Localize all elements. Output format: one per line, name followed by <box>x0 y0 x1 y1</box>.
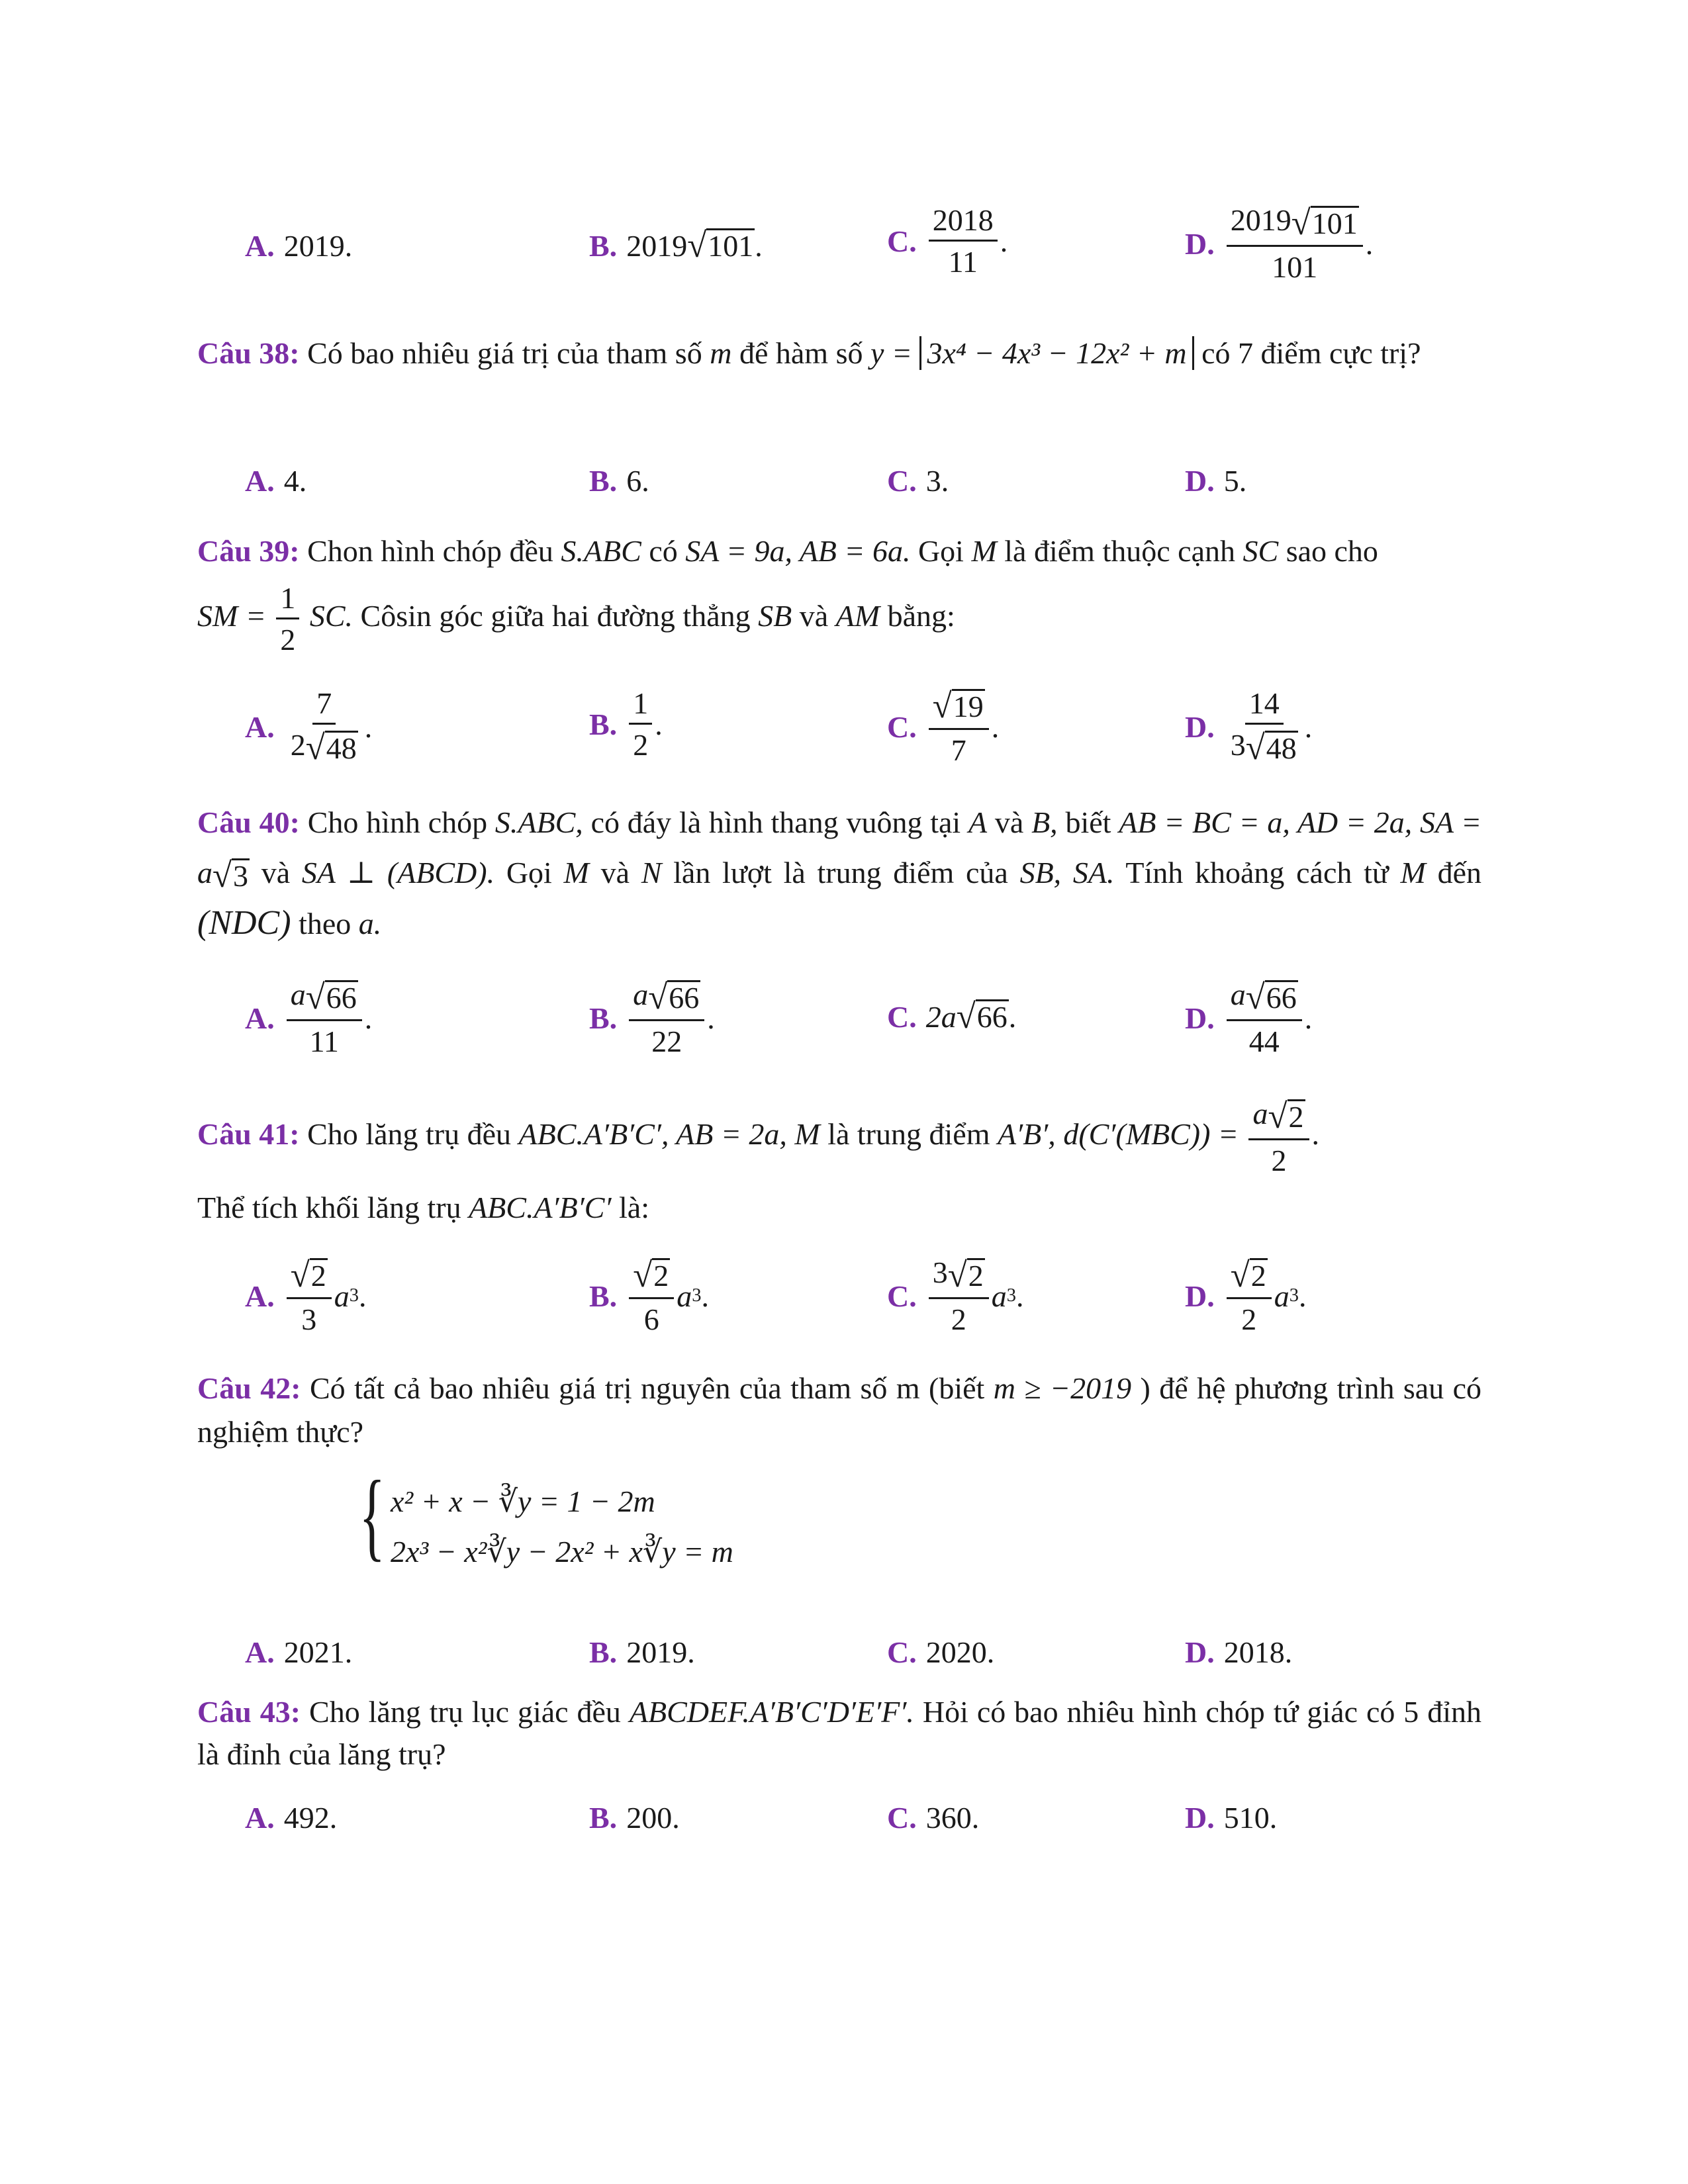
question-label: Câu 38: <box>197 336 300 370</box>
q37-option-b[interactable]: B. 2019 √ 101 . <box>589 226 763 265</box>
q43-option-b[interactable]: B. 200. <box>589 1801 680 1835</box>
q41-option-a[interactable]: A. √ 2 3 a 3 . <box>245 1255 367 1336</box>
q40-option-b[interactable]: B. a √ 66 22 . <box>589 978 715 1058</box>
question-label: Câu 39: <box>197 534 300 568</box>
q40-option-a[interactable]: A. a √ 66 11 . <box>245 978 373 1058</box>
equation-system <box>338 1461 733 1576</box>
fraction: $\frac{2018}{11}$ <box>929 205 998 277</box>
option-text: 2019 <box>626 229 688 263</box>
q38-option-c[interactable]: C. 3. <box>887 464 949 498</box>
question-40: Câu 40: Cho hình chóp S.ABC, có đáy là hình thang vuông tại A và B, biết AB = BC = a, AD = 2a, SA = a √ 3 và SA ⊥ (ABCD). Gọi M và N lần lượt là trung điểm của SB, SA. Tính khoảng cách từ M đến (NDC) theo a. <box>197 805 1482 942</box>
option-label: D. <box>1185 226 1215 261</box>
question-42: Câu 42: Có tất cả bao nhiêu giá trị nguyên của tham số m (biết m ≥ −2019 ) để hệ phương trình sau có nghiệm thực? <box>197 1371 1482 1449</box>
q40-option-c[interactable]: C. 2a √ 66 . <box>887 997 1017 1036</box>
q37-option-d[interactable]: D. 2019 √ 101 101 . <box>1185 203 1374 284</box>
fraction: 2019 √ 101 101 <box>1227 205 1363 283</box>
q38-option-b[interactable]: B. 6. <box>589 464 649 498</box>
q37-option-a[interactable] <box>245 228 352 263</box>
question-label: Câu 43: <box>197 1695 301 1729</box>
fraction: $\frac{1}{2}$ <box>276 583 299 655</box>
question-39: Câu 39: Chon hình chóp đều S.ABC có SA = 9a, AB = 6a. Gọi M là điểm thuộc cạnh SC sao cho SM = $\frac{1}{2}$ SC. Côsin góc giữa hai đường thẳng SB và AM bằng: <box>197 534 1378 657</box>
equation-1: x² + x − ∛y = 1 − 2m <box>391 1484 655 1518</box>
q40-option-d[interactable]: D. a √ 66 44 . <box>1185 978 1313 1058</box>
question-38: Câu 38: Có bao nhiêu giá trị của tham số m để hàm số y = 3x⁴ − 4x³ − 12x² + m có 7 điểm cực trị? <box>197 336 1421 370</box>
sqrt: √ 101 <box>687 226 754 265</box>
q42-option-b[interactable]: B. 2019. <box>589 1635 695 1669</box>
q39-option-c[interactable]: C. √ 19 7 . <box>887 686 1000 767</box>
option-text: 2019. <box>283 229 353 263</box>
question-label: Câu 41: <box>197 1117 300 1151</box>
q39-option-d[interactable]: D. 14 3 √ 48 . <box>1185 686 1313 767</box>
option-label: C. <box>887 224 917 258</box>
q38-option-a[interactable]: A. 4. <box>245 464 307 498</box>
q41-option-b[interactable]: B. √ 2 6 a 3 . <box>589 1255 709 1336</box>
q41-option-d[interactable]: D. √ 2 2 a 3 . <box>1185 1255 1307 1336</box>
question-label: Câu 40: <box>197 805 300 839</box>
question-label: Câu 42: <box>197 1371 301 1405</box>
q43-option-c[interactable]: C. 360. <box>887 1801 980 1835</box>
q42-option-d[interactable]: D. 2018. <box>1185 1635 1293 1669</box>
equation-2: 2x³ − x²∛y − 2x² + x∛y = m <box>391 1535 733 1569</box>
q37-option-c[interactable]: C. $\frac{2018}{11}$ . <box>887 203 1008 279</box>
q43-option-a[interactable]: A. 492. <box>245 1801 338 1835</box>
q39-option-a[interactable]: A. 7 2 √ 48 . <box>245 686 373 767</box>
q38-option-d[interactable]: D. 5. <box>1185 464 1247 498</box>
absolute-value: 3x⁴ − 4x³ − 12x² + m <box>919 336 1194 370</box>
q41-option-c[interactable]: C. 3 √ 2 2 a 3 . <box>887 1255 1024 1336</box>
option-label: B. <box>589 229 618 263</box>
brace-icon: { <box>359 1461 385 1570</box>
q42-option-a[interactable]: A. 2021. <box>245 1635 353 1669</box>
q43-option-d[interactable]: D. 510. <box>1185 1801 1278 1835</box>
question-41: Câu 41: Cho lăng trụ đều ABC.A′B′C′, AB = 2a, M là trung điểm A′B′, d(C′(MBC)) = a √ 2 2 . Thể tích khối lăng trụ ABC.A′B′C′ là: <box>197 1097 1320 1224</box>
option-label: A. <box>245 229 275 263</box>
q39-option-b[interactable]: B. $\frac{1}{2}$ . <box>589 686 663 762</box>
question-43: Câu 43: Cho lăng trụ lục giác đều ABCDEF.A′B′C′D′E′F′. Hỏi có bao nhiêu hình chóp tứ giác có 5 đỉnh là đỉnh của lăng trụ? <box>197 1695 1482 1771</box>
q42-option-c[interactable]: C. 2020. <box>887 1635 995 1669</box>
